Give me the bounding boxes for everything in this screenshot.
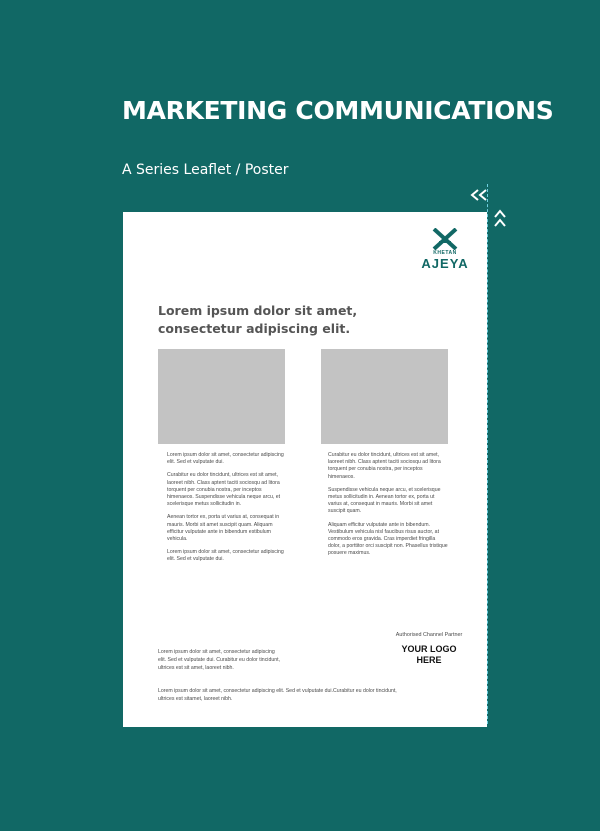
brand-logo — [417, 228, 473, 276]
double-chevron-margin-icon — [470, 189, 488, 201]
footer-text: Lorem ipsum dolor sit amet, consectetur adipiscing elit. Sed et vulputate dui. Curabitur eu dolor tincidunt, ultrices est sit amet, laoreet nibh. — [158, 649, 280, 671]
page-subtitle: A Series Leaflet / Poster — [122, 162, 289, 178]
footer-long-text: Lorem ipsum dolor sit amet, consectetur adipiscing elit. Sed et vulputate dui.Curabitur eu dolor tincidunt, ultrices est sitamet, laoreet nibh. — [158, 688, 397, 702]
image-placeholder-right — [321, 349, 448, 444]
partner-logo-placeholder — [389, 644, 469, 666]
partner-logo-line: YOUR LOGO — [401, 644, 457, 654]
paragraph: Aenean tortor ex, porta ut varius at, consequat in mauris. Morbi sit amet suscipit quam. Aliquam efficitur vulputate ante in bibendum estibulum vehicula. — [167, 514, 280, 543]
ajeya-x-mark-icon — [431, 228, 459, 250]
paragraph: Lorem ipsum dolor sit amet, consectetur adipiscing elit. Sed et vulputate dui. — [167, 452, 284, 466]
paragraph: Aliquam efficitur vulputate ante in bibendum. Vestibulum vehicula nisl faucibus risus auctor, at commodo eros gravida. Cras imperdiet fringilla dolor, a porttitor orci suscipit non. Phasellus tristique posuere maximus. — [328, 521, 448, 557]
poster-headline: Lorem ipsum dolor sit amet, consectetur adipiscing elit. — [158, 303, 358, 336]
logo-big-text: AJEYA — [421, 256, 469, 271]
body-column-right — [328, 452, 448, 564]
paragraph: Curabitur eu dolor tincidunt, ultrices est sit amet, laoreet nibh. Class aptent taciti sociosqu ad litora torquent per conubia nostra, per inceptos himenaeos. — [328, 452, 441, 480]
paragraph: Lorem ipsum dolor sit amet, consectetur adipiscing elit. Sed et vulputate dui. — [167, 549, 284, 563]
logo-small-text: KHETAN — [433, 250, 457, 256]
page-title: MARKETING COMMUNICATIONS — [122, 96, 554, 125]
paragraph: Curabitur eu dolor tincidunt, ultrices est sit amet, laoreet nibh. Class aptent taciti sociosqu ad litora torquent per conubia nostra, per inceptos himenaeos. Suspendisse vehicula neque arcu, et scelerisque metus sollicitudin in. — [167, 472, 281, 508]
vertical-margin-guide — [487, 184, 488, 724]
poster-preview — [123, 212, 487, 727]
partner-label: Authorised Channel Partner — [395, 632, 463, 638]
body-column-left — [167, 452, 287, 570]
partner-logo-line: HERE — [416, 655, 442, 665]
image-placeholder-left — [158, 349, 285, 444]
paragraph: Suspendisse vehicula neque arcu, et scelerisque metus sollicitudin in. Aenean tortor ex, porta ut varius at, consequat in mauris. Morbi sit amet suscipit quam. — [328, 486, 441, 515]
double-chevron-margin-icon — [494, 209, 506, 229]
